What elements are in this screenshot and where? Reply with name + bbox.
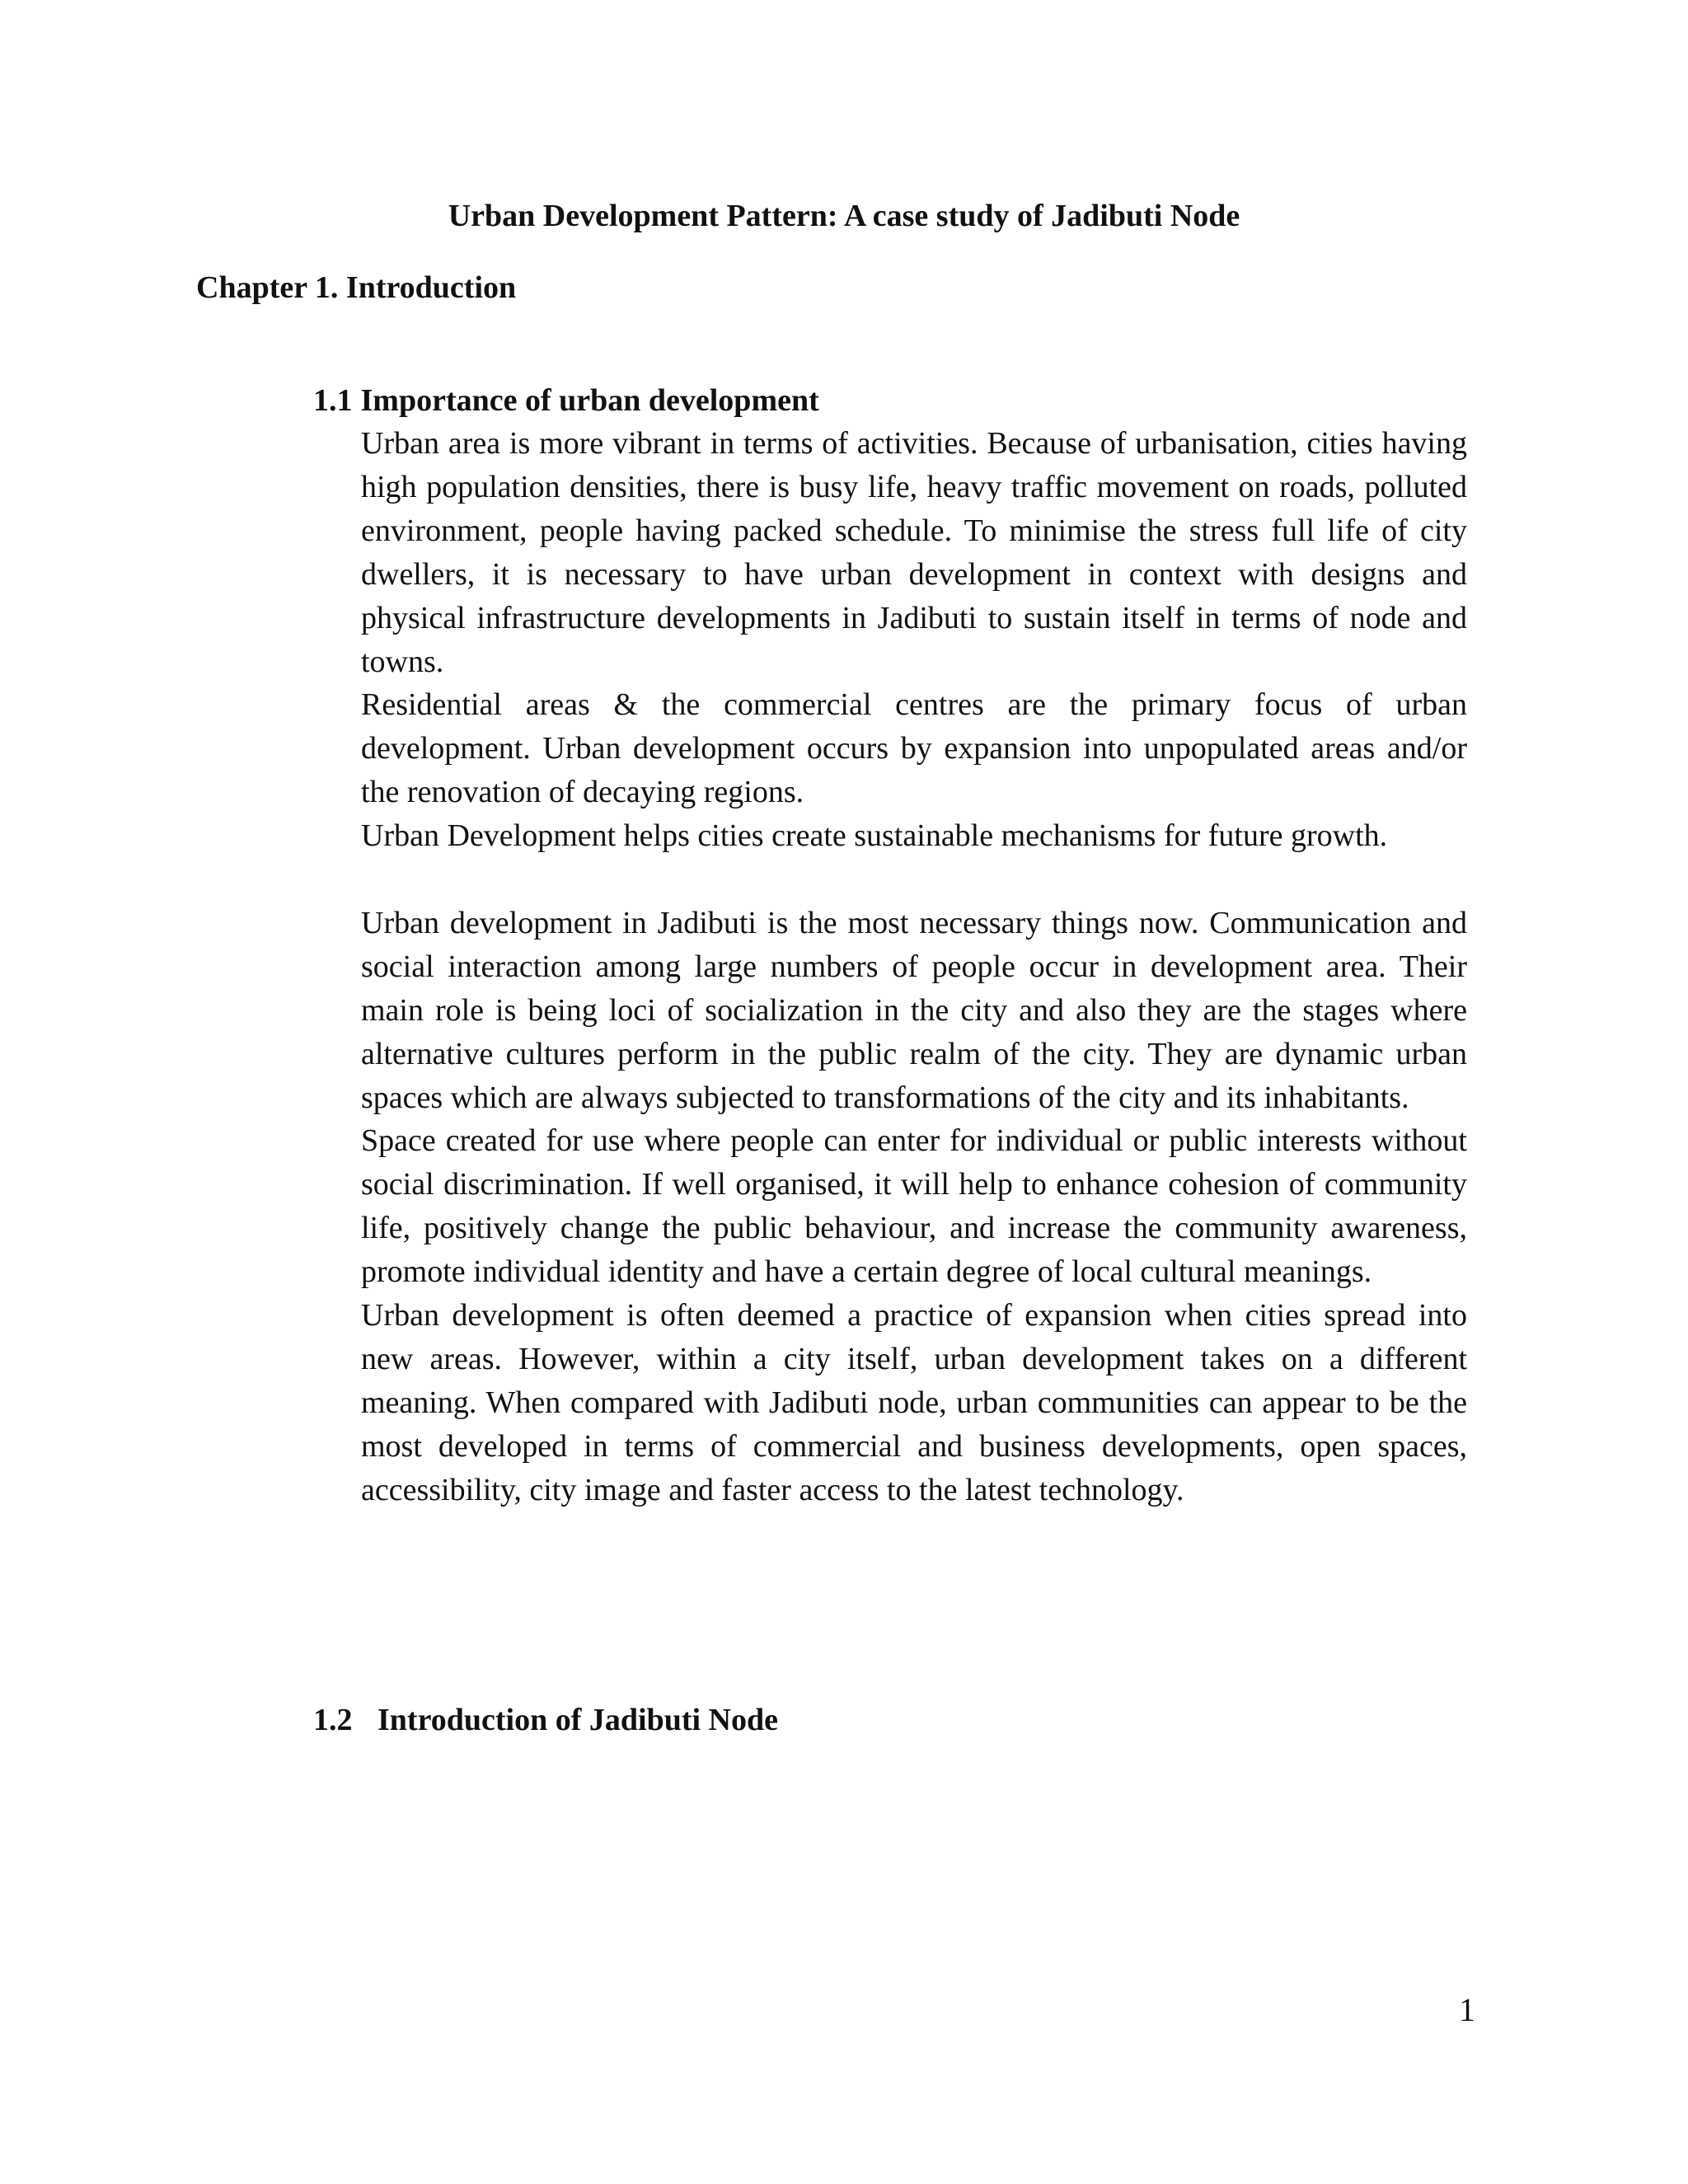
section-heading-importance — [313, 381, 819, 420]
section-heading-introduction-jadibuti — [313, 1700, 778, 1740]
paragraph-urban-expansion: Urban development is often deemed a practice of expansion when cities spread into new areas. However, within a city itself, urban development takes on a different meaning. When compared with Jadibuti node, urban communities can appear to be the most developed in terms of commercial and business developments, open spaces, accessibility, city image and faster access to the latest technology. — [361, 1298, 1467, 1507]
paragraph-urban-area: Urban area is more vibrant in terms of activities. Because of urbanisation, cities having high population densities, there is busy life, heavy traffic movement on roads, polluted environment, people having packed schedule. To minimise the stress full life of city dwellers, it is necessary to have urban development in context with designs and physical infrastructure developments in Jadibuti to sustain itself in terms of node and towns. — [361, 426, 1467, 679]
paragraph-space-created: Space created for use where people can enter for individual or public interests without social discrimination. If well organised, it will help to enhance cohesion of community life, positively change the public behaviour, and increase the community awareness, promote individual identity and have a certain degree of local cultural meanings. — [361, 1123, 1467, 1290]
paragraph-sustainable-mechanisms: Urban Development helps cities create sustainable mechanisms for future growth. — [361, 818, 1388, 854]
section-title: Introduction of Jadibuti Node — [377, 1703, 779, 1737]
page-number: 1 — [1459, 1991, 1475, 2028]
document-title: Urban Development Pattern: A case study of Jadibuti Node — [448, 199, 1240, 233]
section-number: 1.2 — [313, 1703, 353, 1737]
paragraph-residential-areas: Residential areas & the commercial centres are the primary focus of urban development. Urban development occurs by expansion into unpopulated areas and/or the renovation of decaying regions. — [361, 687, 1467, 810]
section-number: 1.1 — [313, 383, 353, 418]
section-title: Importance of urban development — [360, 383, 819, 418]
paragraph-jadibuti-development: Urban development in Jadibuti is the most necessary things now. Communication and social interaction among large numbers of people occur in development area. Their main role is being loci of socialization in the city and also they are the stages where alternative cultures perform in the public realm of the city. They are dynamic urban spaces which are always subjected to transformations of the city and its inhabitants. — [361, 905, 1467, 1115]
chapter-title: Chapter 1. Introduction — [196, 270, 517, 305]
section-body — [361, 422, 1467, 1512]
